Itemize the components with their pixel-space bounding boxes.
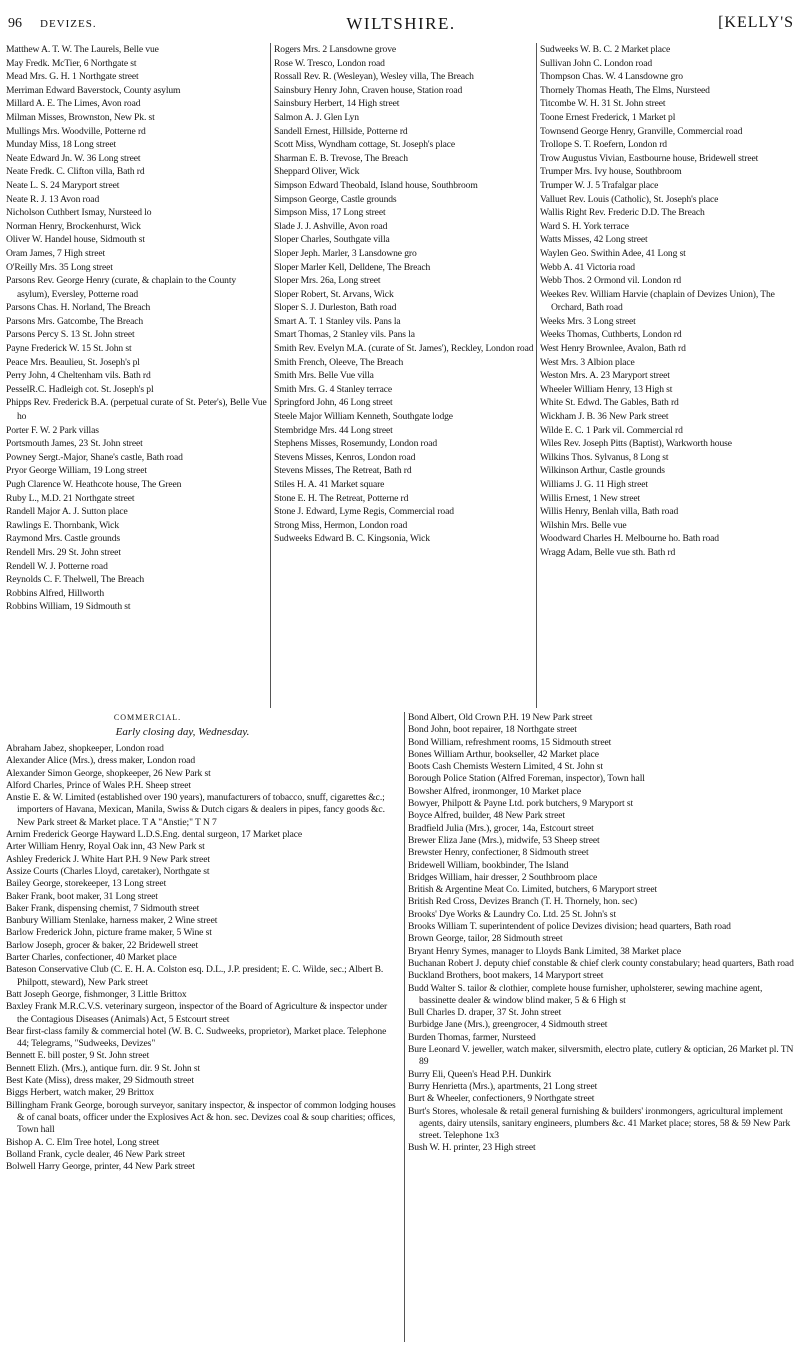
commercial-entry: British & Argentine Meat Co. Limited, butchers, 6 Maryport street bbox=[408, 884, 658, 896]
resident-entry: Wheeler William Henry, 13 High st bbox=[540, 383, 673, 395]
commercial-entry: Barlow Joseph, grocer & baker, 22 Bridewell street bbox=[6, 939, 199, 951]
commercial-entry: Burry Henrietta (Mrs.), apartments, 21 Long street bbox=[408, 1080, 598, 1092]
resident-entry: Trumper W. J. 5 Trafalgar place bbox=[540, 179, 659, 191]
resident-entry: Mead Mrs. G. H. 1 Northgate street bbox=[6, 71, 139, 83]
resident-entry: Weekes Rev. William Harvie (chaplain of Devizes Union), The Orchard, Bath road bbox=[540, 288, 775, 314]
commercial-entry: Arnim Frederick George Hayward L.D.S.Eng. dental surgeon, 17 Market place bbox=[6, 829, 303, 841]
resident-entry: Reynolds C. F. Thelwell, The Breach bbox=[6, 574, 145, 586]
commercial-entry: Ashley Frederick J. White Hart P.H. 9 New Park street bbox=[6, 853, 210, 865]
commercial-entry: British Red Cross, Devizes Branch (T. H. Thornely, hon. sec) bbox=[408, 896, 638, 908]
commercial-entry: Assize Courts (Charles Lloyd, caretaker), Northgate st bbox=[6, 865, 210, 877]
commercial-entry: Burt's Stores, wholesale & retail general furnishing & builders' ironmongers, agricultural implement agents, dairy utensils, sanitary engineers, plumbers &c. 41 Market place; stores, 58 & 59 New Park street. Telephone 1x3 bbox=[408, 1105, 791, 1142]
commercial-entry: Brewster Henry, confectioner, 8 Sidmouth street bbox=[408, 847, 589, 859]
resident-entry: Simpson Edward Theobald, Island house, Southbroom bbox=[274, 179, 478, 191]
resident-entry: Pugh Clarence W. Heathcote house, The Green bbox=[6, 479, 182, 490]
commercial-entry: Biggs Herbert, watch maker, 29 Brittox bbox=[6, 1087, 154, 1099]
town-heading: DEVIZES. bbox=[40, 18, 97, 30]
resident-entry: Simpson George, Castle grounds bbox=[274, 193, 397, 205]
resident-entry: West Mrs. 3 Albion place bbox=[540, 356, 635, 368]
column-divider bbox=[270, 43, 271, 708]
resident-entry: Wallis Right Rev. Frederic D.D. The Breach bbox=[540, 207, 705, 219]
commercial-entry: Bateson Conservative Club (C. E. H. A. Colston esq. D.L., J.P. president; E. C. Wilde, sec.; Albert B. Philpott, steward), New Park street bbox=[6, 964, 384, 988]
commercial-entry: Bridges William, hair dresser, 2 Southbroom place bbox=[408, 871, 598, 883]
commercial-entry: Alford Charles, Prince of Wales P.H. Sheep street bbox=[6, 779, 191, 791]
commercial-entry: Barter Charles, confectioner, 40 Market place bbox=[6, 952, 177, 964]
commercial-entry: Bailey George, storekeeper, 13 Long street bbox=[6, 878, 167, 890]
commercial-entry: Bennett Elizh. (Mrs.), antique furn. dir. 9 St. John st bbox=[6, 1062, 201, 1074]
resident-entry: Sloper Charles, Southgate villa bbox=[274, 234, 390, 246]
commercial-entry: Barlow Frederick John, picture frame maker, 5 Wine st bbox=[6, 927, 212, 939]
resident-entry: Portsmouth James, 23 St. John street bbox=[6, 438, 143, 450]
resident-entry: West Henry Brownlee, Avalon, Bath rd bbox=[540, 343, 686, 355]
column-divider bbox=[536, 43, 537, 708]
resident-entry: Steele Major William Kenneth, Southgate lodge bbox=[274, 411, 453, 423]
residents-column-3 bbox=[540, 43, 794, 708]
commercial-entry: Bush W. H. printer, 23 High street bbox=[408, 1142, 536, 1154]
commercial-entry: Boots Cash Chemists Western Limited, 4 St. John st bbox=[408, 761, 603, 773]
commercial-entry: Buchanan Robert J. deputy chief constable & chief clerk county constabulary; head quarters, Bath road bbox=[408, 957, 794, 969]
resident-entry: Sudweeks W. B. C. 2 Market place bbox=[540, 44, 671, 55]
resident-entry: Salmon A. J. Glen Lyn bbox=[274, 111, 359, 123]
commercial-entry: Brown George, tailor, 28 Sidmouth street bbox=[408, 933, 563, 945]
resident-entry: Webb A. 41 Victoria road bbox=[540, 261, 635, 273]
resident-entry: Wragg Adam, Belle vue sth. Bath rd bbox=[540, 546, 676, 558]
resident-entry: Rogers Mrs. 2 Lansdowne grove bbox=[274, 44, 397, 55]
resident-entry: Weeks Thomas, Cuthberts, London rd bbox=[540, 329, 682, 341]
resident-entry: Weston Mrs. A. 23 Maryport street bbox=[540, 370, 670, 382]
commercial-list-1 bbox=[6, 743, 399, 1173]
commercial-entry: Bear first-class family & commercial hotel (W. B. C. Sudweeks, proprietor), Market place. Telephone 44; Telegrams, "Sudweeks, Devizes" bbox=[6, 1025, 387, 1050]
commercial-entry: Boyce Alfred, builder, 48 New Park street bbox=[408, 810, 565, 822]
resident-entry: Sloper Mrs. 26a, Long street bbox=[274, 275, 381, 287]
residents-column-1 bbox=[6, 43, 268, 708]
commercial-entry: Bennett E. bill poster, 9 St. John street bbox=[6, 1050, 150, 1062]
resident-entry: Willis Ernest, 1 New street bbox=[540, 492, 641, 504]
residents-column-2 bbox=[274, 43, 534, 708]
resident-entry: Rendell Mrs. 29 St. John street bbox=[6, 546, 121, 558]
commercial-entry: Bolland Frank, cycle dealer, 46 New Park street bbox=[6, 1148, 186, 1160]
resident-entry: Merriman Edward Baverstock, County asylum bbox=[6, 84, 181, 96]
resident-entry: Townsend George Henry, Granville, Commercial road bbox=[540, 125, 743, 137]
resident-entry: Thompson Chas. W. 4 Lansdowne gro bbox=[540, 71, 683, 83]
private-residents-section bbox=[6, 43, 794, 708]
resident-entry: Titcombe W. H. 31 St. John street bbox=[540, 98, 666, 110]
resident-entry: Sainsbury Herbert, 14 High street bbox=[274, 98, 400, 110]
resident-entry: Robbins William, 19 Sidmouth st bbox=[6, 601, 131, 613]
resident-entry: Neate Fredk. C. Clifton villa, Bath rd bbox=[6, 166, 145, 178]
resident-entry: Webb Thos. 2 Ormond vil. London rd bbox=[540, 275, 681, 287]
resident-entry: Sloper S. J. Durleston, Bath road bbox=[274, 302, 397, 314]
resident-entry: Wilshin Mrs. Belle vue bbox=[540, 519, 627, 531]
resident-entry: Stone E. H. The Retreat, Potterne rd bbox=[274, 492, 409, 504]
commercial-entry: Alexander Simon George, shopkeeper, 26 New Park st bbox=[6, 767, 211, 779]
commercial-entry: Baker Frank, dispensing chemist, 7 Sidmouth street bbox=[6, 902, 200, 914]
commercial-entry: Brooks William T. superintendent of police Devizes division; head quarters, Bath road bbox=[408, 921, 731, 933]
resident-entry: Stiles H. A. 41 Market square bbox=[274, 479, 385, 490]
resident-entry: Smith Mrs. G. 4 Stanley terrace bbox=[274, 383, 393, 395]
resident-entry: Waylen Geo. Swithin Adee, 41 Long st bbox=[540, 247, 686, 259]
resident-entry: Trollope S. T. Roefern, London rd bbox=[540, 139, 667, 151]
resident-entry: Thornely Thomas Heath, The Elms, Nursteed bbox=[540, 84, 710, 96]
resident-entry: Sudweeks Edward B. C. Kingsonia, Wick bbox=[274, 533, 430, 545]
commercial-entry: Batt Joseph George, fishmonger, 3 Little Brittox bbox=[6, 988, 187, 1000]
resident-entry: Neate Edward Jn. W. 36 Long street bbox=[6, 152, 141, 164]
resident-entry: Neate L. S. 24 Maryport street bbox=[6, 179, 120, 191]
resident-entry: Stembridge Mrs. 44 Long street bbox=[274, 424, 393, 436]
commercial-entry: Billingham Frank George, borough surveyor, sanitary inspector, & inspector of common lodging houses & of canal boats, officer under the Explosives Act & hon. sec. Devizes coal & soup charities; offices, Town hall bbox=[6, 1099, 396, 1136]
resident-entry: Nicholson Cuthbert Ismay, Nursteed lo bbox=[6, 207, 152, 219]
resident-entry: Rawlings E. Thornbank, Wick bbox=[6, 519, 119, 531]
resident-entry: Wickham J. B. 36 New Park street bbox=[540, 411, 669, 423]
resident-entry: Sandell Ernest, Hillside, Potterne rd bbox=[274, 125, 408, 137]
resident-entry: Valluet Rev. Louis (Catholic), St. Joseph's place bbox=[540, 193, 719, 205]
commercial-entry: Borough Police Station (Alfred Foreman, inspector), Town hall bbox=[408, 773, 645, 785]
resident-entry: Stephens Misses, Rosemundy, London road bbox=[274, 438, 438, 450]
resident-entry: White St. Edwd. The Gables, Bath rd bbox=[540, 397, 679, 409]
resident-entry: Parsons Percy S. 13 St. John street bbox=[6, 329, 135, 341]
commercial-entry: Bryant Henry Symes, manager to Lloyds Bank Limited, 38 Market place bbox=[408, 945, 682, 957]
resident-entry: Trow Augustus Vivian, Eastbourne house, Bridewell street bbox=[540, 152, 759, 164]
commercial-column-1 bbox=[6, 712, 399, 1342]
resident-entry: Willis Henry, Benlah villa, Bath road bbox=[540, 506, 679, 518]
commercial-entry: Bradfield Julia (Mrs.), grocer, 14a, Estcourt street bbox=[408, 822, 594, 834]
resident-entry: Payne Frederick W. 15 St. John st bbox=[6, 343, 132, 355]
commercial-entry: Best Kate (Miss), dress maker, 29 Sidmouth street bbox=[6, 1075, 194, 1087]
commercial-entry: Baxley Frank M.R.C.V.S. veterinary surgeon, inspector of the Board of Agriculture & inspector under the Contagious Diseases (Animals) Act, 5 Estcourt street bbox=[6, 1001, 388, 1025]
resident-entry: Weeks Mrs. 3 Long street bbox=[540, 315, 636, 327]
commercial-entry: Brooks' Dye Works & Laundry Co. Ltd. 25 St. John's st bbox=[408, 908, 617, 920]
resident-entry: Slade J. J. Ashville, Avon road bbox=[274, 220, 388, 232]
commercial-entry: Bridewell William, bookbinder, The Island bbox=[408, 859, 569, 871]
resident-entry: Sheppard Oliver, Wick bbox=[274, 166, 360, 178]
resident-entry: Porter F. W. 2 Park villas bbox=[6, 424, 99, 436]
commercial-column-2 bbox=[408, 712, 794, 1342]
resident-entry: Smart A. T. 1 Stanley vils. Pans la bbox=[274, 315, 401, 327]
resident-entry: Smith French, Oleeve, The Breach bbox=[274, 356, 404, 368]
resident-entry: Rose W. Tresco, London road bbox=[274, 57, 385, 69]
commercial-entry: Burbidge Jane (Mrs.), greengrocer, 4 Sidmouth street bbox=[408, 1019, 608, 1031]
resident-entry: May Fredk. McTier, 6 Northgate st bbox=[6, 57, 137, 69]
resident-entry: Sloper Robert, St. Arvans, Wick bbox=[274, 288, 394, 300]
resident-entry: Trumper Mrs. Ivy house, Southbroom bbox=[540, 166, 682, 178]
resident-entry: Peace Mrs. Beaulieu, St. Joseph's pl bbox=[6, 356, 140, 368]
resident-entry: Strong Miss, Hermon, London road bbox=[274, 519, 408, 531]
resident-entry: Stone J. Edward, Lyme Regis, Commercial road bbox=[274, 506, 454, 518]
commercial-entry: Buckland Brothers, boot makers, 14 Maryport street bbox=[408, 970, 604, 982]
resident-entry: Pryor George William, 19 Long street bbox=[6, 465, 147, 477]
commercial-entry: Budd Walter S. tailor & clothier, complete house furnisher, upholsterer, sewing machine agent, bassinette dealer & window blind maker, 5 & 6 High st bbox=[408, 982, 763, 1006]
commercial-entry: Bolwell Harry George, printer, 44 New Park street bbox=[6, 1161, 195, 1173]
resident-entry: Robbins Alfred, Hillworth bbox=[6, 587, 104, 599]
resident-entry: Parsons Chas. H. Norland, The Breach bbox=[6, 302, 151, 314]
commercial-entry: Burden Thomas, farmer, Nursteed bbox=[408, 1031, 536, 1043]
resident-entry: Ward S. H. York terrace bbox=[540, 220, 629, 232]
resident-entry: Sainsbury Henry John, Craven house, Station road bbox=[274, 84, 463, 96]
resident-entry: Stevens Misses, The Retreat, Bath rd bbox=[274, 465, 412, 477]
resident-entry: PesselR.C. Hadleigh cot. St. Joseph's pl bbox=[6, 383, 154, 395]
column-divider bbox=[404, 712, 405, 1342]
commercial-section bbox=[6, 712, 794, 1342]
commercial-title: COMMERCIAL. bbox=[113, 713, 182, 722]
resident-entry: Springford John, 46 Long street bbox=[274, 397, 393, 409]
resident-entry: Norman Henry, Brockenhurst, Wick bbox=[6, 220, 141, 232]
resident-entry: Stevens Misses, Kenros, London road bbox=[274, 451, 416, 463]
resident-entry: Neate R. J. 13 Avon road bbox=[6, 193, 100, 205]
commercial-entry: Arter William Henry, Royal Oak inn, 43 New Park st bbox=[6, 841, 205, 853]
resident-entry: Millard A. E. The Limes, Avon road bbox=[6, 98, 141, 110]
resident-entry: Rendell W. J. Potterne road bbox=[6, 560, 108, 572]
commercial-entry: Bull Charles D. draper, 37 St. John street bbox=[408, 1007, 562, 1019]
commercial-entry: Baker Frank, boot maker, 31 Long street bbox=[6, 890, 158, 902]
resident-entry: Sloper Marler Kell, Delldene, The Breach bbox=[274, 261, 431, 273]
page-header bbox=[8, 12, 794, 40]
resident-entry: Parsons Rev. George Henry (curate, & chaplain to the County asylum), Eversley, Potterne road bbox=[6, 275, 237, 300]
commercial-entry: Bowyer, Philpott & Payne Ltd. pork butchers, 9 Maryport st bbox=[408, 798, 634, 810]
resident-entry: O'Reilly Mrs. 35 Long street bbox=[6, 261, 113, 273]
resident-entry: Oliver W. Handel house, Sidmouth st bbox=[6, 234, 145, 246]
publisher-mark: [KELLY'S bbox=[718, 14, 794, 31]
resident-entry: Randell Major A. J. Sutton place bbox=[6, 506, 128, 518]
commercial-entry: Alexander Alice (Mrs.), dress maker, London road bbox=[6, 755, 196, 767]
commercial-entry: Bishop A. C. Elm Tree hotel, Long street bbox=[6, 1136, 160, 1148]
resident-entry: Watts Misses, 42 Long street bbox=[540, 234, 648, 246]
resident-entry: Powney Sergt.-Major, Shane's castle, Bath road bbox=[6, 451, 183, 463]
resident-entry: Smith Mrs. Belle Vue villa bbox=[274, 370, 374, 382]
commercial-entry: Bones William Arthur, bookseller, 42 Market place bbox=[408, 748, 599, 760]
resident-entry: Oram James, 7 High street bbox=[6, 247, 106, 259]
commercial-entry: Burt & Wheeler, confectioners, 9 Northgate street bbox=[408, 1093, 595, 1105]
commercial-entry: Anstie E. & W. Limited (established over 190 years), manufacturers of tobacco, snuff, cigarettes &c.; importers of Havana, Mexican, Manila, Swiss & Dutch cigars & dealers in pipes, fancy goods &c. New Park street & Market place. T A "Anstie;" T N 7 bbox=[6, 792, 385, 828]
commercial-entry: Bond Albert, Old Crown P.H. 19 New Park street bbox=[408, 712, 593, 723]
resident-entry: Scott Miss, Wyndham cottage, St. Joseph's place bbox=[274, 139, 456, 151]
commercial-entry: Bond William, refreshment rooms, 15 Sidmouth street bbox=[408, 736, 612, 748]
page-number: 96 bbox=[8, 16, 22, 31]
resident-entry: Wilkinson Arthur, Castle grounds bbox=[540, 465, 665, 477]
resident-entry: Smart Thomas, 2 Stanley vils. Pans la bbox=[274, 329, 415, 341]
resident-entry: Simpson Miss, 17 Long street bbox=[274, 207, 386, 219]
county-title: WILTSHIRE. bbox=[346, 14, 456, 33]
resident-entry: Matthew A. T. W. The Laurels, Belle vue bbox=[6, 44, 159, 55]
resident-entry: Wilde E. C. 1 Park vil. Commercial rd bbox=[540, 424, 683, 436]
commercial-entry: Abraham Jabez, shopkeeper, London road bbox=[6, 743, 164, 754]
resident-entry: Williams J. G. 11 High street bbox=[540, 479, 648, 490]
resident-entry: Munday Miss, 18 Long street bbox=[6, 139, 117, 151]
resident-entry: Sloper Jeph. Marler, 3 Lansdowne gro bbox=[274, 247, 417, 259]
resident-entry: Mullings Mrs. Woodville, Potterne rd bbox=[6, 125, 146, 137]
resident-entry: Wilkins Thos. Sylvanus, 8 Long st bbox=[540, 451, 669, 463]
resident-entry: Sharman E. B. Trevose, The Breach bbox=[274, 152, 408, 164]
commercial-entry: Bowsher Alfred, ironmonger, 10 Market place bbox=[408, 785, 582, 797]
resident-entry: Phipps Rev. Frederick B.A. (perpetual curate of St. Peter's), Belle Vue ho bbox=[6, 397, 267, 423]
commercial-entry: Burry Eli, Queen's Head P.H. Dunkirk bbox=[408, 1068, 552, 1080]
resident-entry: Toone Ernest Frederick, 1 Market pl bbox=[540, 111, 676, 123]
commercial-entry: Bure Leonard V. jeweller, watch maker, silversmith, electro plate, cutlery & optician, 26 Market pl. TN 89 bbox=[408, 1044, 794, 1068]
resident-entry: Sullivan John C. London road bbox=[540, 57, 653, 69]
resident-entry: Milman Misses, Brownston, New Pk. st bbox=[6, 111, 155, 123]
resident-entry: Ruby L., M.D. 21 Northgate street bbox=[6, 492, 135, 504]
commercial-entry: Bond John, boot repairer, 18 Northgate street bbox=[408, 724, 577, 736]
commercial-entry: Brewer Eliza Jane (Mrs.), midwife, 53 Sheep street bbox=[408, 834, 600, 846]
early-closing-note: Early closing day, Wednesday. bbox=[115, 726, 250, 738]
resident-entry: Woodward Charles H. Melbourne ho. Bath road bbox=[540, 533, 719, 545]
resident-entry: Perry John, 4 Cheltenham vils. Bath rd bbox=[6, 370, 151, 382]
resident-entry: Rossall Rev. R. (Wesleyan), Wesley villa, The Breach bbox=[274, 71, 474, 83]
resident-entry: Raymond Mrs. Castle grounds bbox=[6, 533, 121, 545]
resident-entry: Smith Rev. Evelyn M.A. (curate of St. James'), Reckley, London road bbox=[274, 343, 534, 355]
resident-entry: Wiles Rev. Joseph Pitts (Baptist), Warkworth house bbox=[540, 438, 732, 450]
resident-entry: Parsons Mrs. Gatcombe, The Breach bbox=[6, 315, 144, 327]
commercial-entry: Banbury William Stenlake, harness maker, 2 Wine street bbox=[6, 915, 218, 927]
